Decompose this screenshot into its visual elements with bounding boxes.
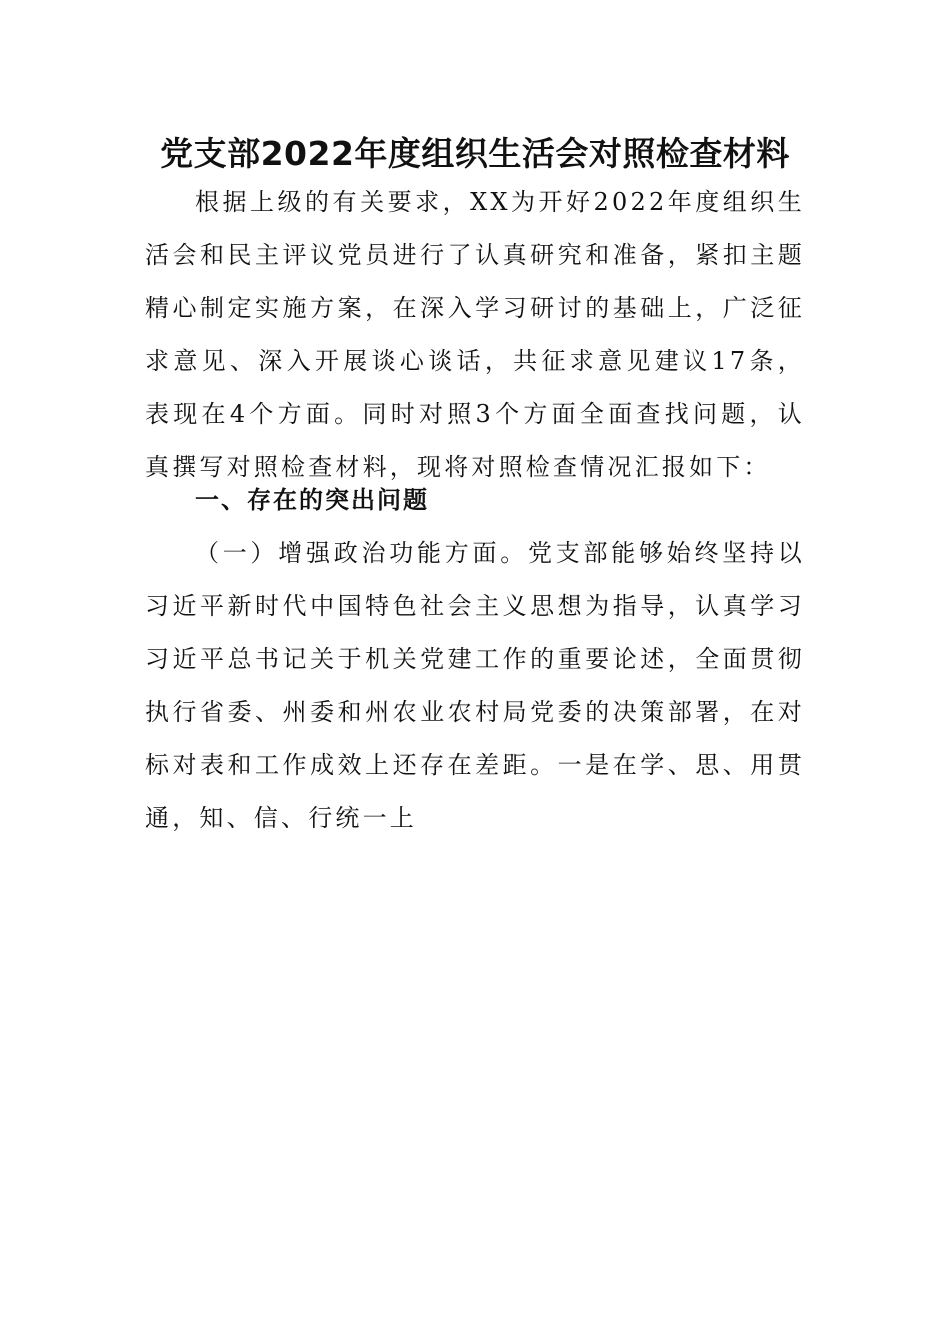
intro-paragraph: 根据上级的有关要求，XX为开好2022年度组织生活会和民主评议党员进行了认真研究和准备，紧扣主题精心制定实施方案，在深入学习研讨的基础上，广泛征求意见、深入开展谈心谈话，共征求意见建议17条，表现在4个方面。同时对照3个方面全面查找问题，认真撰写对照检查材料，现将对照检查情况汇报如下： [145, 188, 805, 481]
section-heading: 一、存在的突出问题 [195, 486, 429, 514]
section-paragraph: （一）增强政治功能方面。党支部能够始终坚持以习近平新时代中国特色社会主义思想为指导，认真学习习近平总书记关于机关党建工作的重要论述，全面贯彻执行省委、州委和州农业农村局党委的决策部署，在对标对表和工作成效上还存在差距。一是在学、思、用贯通，知、信、行统一上 [145, 539, 805, 832]
document-title: 党支部2022年度组织生活会对照检查材料 [160, 134, 790, 173]
